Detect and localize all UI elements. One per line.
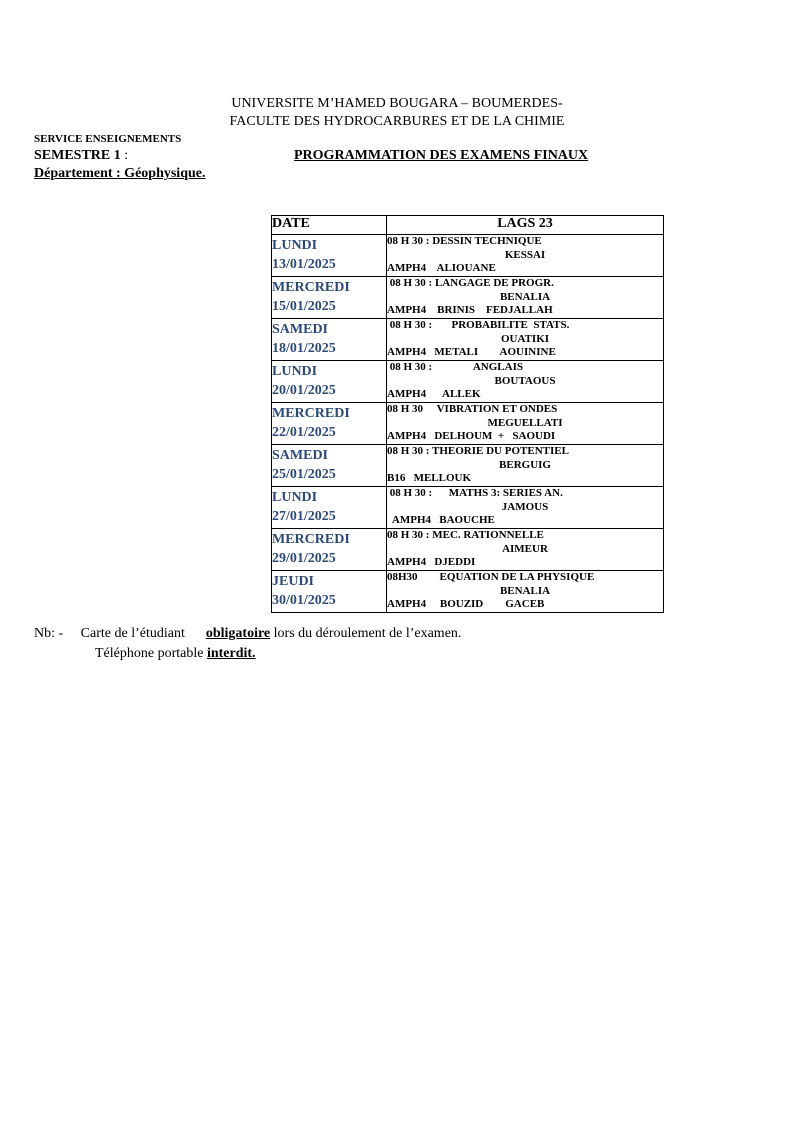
exam-date: 25/01/2025 bbox=[272, 467, 336, 482]
day-name: MERCREDI bbox=[272, 406, 350, 421]
university-name: UNIVERSITE M’HAMED BOUGARA – BOUMERDES- bbox=[231, 96, 563, 111]
date-cell bbox=[272, 487, 387, 529]
column-header-group: LAGS 23 bbox=[387, 216, 664, 235]
exam-cell bbox=[387, 319, 664, 361]
exam-time-subject: 08 H 30 : MEC. RATIONNELLE bbox=[387, 529, 544, 541]
exam-room-supervisors: AMPH4 BRINIS FEDJALLAH bbox=[387, 304, 553, 316]
exam-room-supervisors: AMPH4 METALI AOUININE bbox=[387, 346, 556, 358]
date-cell bbox=[272, 319, 387, 361]
day-name: SAMEDI bbox=[272, 448, 329, 463]
date-cell bbox=[272, 361, 387, 403]
exam-room-supervisors: AMPH4 DELHOUM + SAOUDI bbox=[387, 430, 556, 442]
exam-time-subject: 08 H 30 : DESSIN TECHNIQUE bbox=[387, 235, 542, 247]
table-header-row bbox=[272, 216, 664, 235]
page-title: PROGRAMMATION DES EXAMENS FINAUX bbox=[294, 148, 589, 163]
table-row bbox=[272, 445, 664, 487]
note-suffix: lors du déroulement de l’examen. bbox=[270, 626, 462, 641]
exam-schedule-table bbox=[271, 215, 664, 613]
exam-room-supervisors: AMPH4 ALLEK bbox=[387, 388, 481, 400]
exam-cell bbox=[387, 529, 664, 571]
exam-date: 20/01/2025 bbox=[272, 383, 336, 398]
exam-time-subject: 08 H 30 : THEORIE DU POTENTIEL bbox=[387, 445, 569, 457]
exam-teacher: KESSAI bbox=[504, 248, 546, 261]
exam-teacher: BOUTAOUS bbox=[494, 374, 556, 387]
exam-time-subject: 08 H 30 : MATHS 3: SERIES AN. bbox=[387, 487, 563, 499]
exam-room-supervisors: AMPH4 DJEDDI bbox=[387, 556, 476, 568]
exam-time-subject: 08 H 30 : PROBABILITE STATS. bbox=[387, 319, 570, 331]
exam-cell bbox=[387, 277, 664, 319]
exam-time-subject: 08H30 EQUATION DE LA PHYSIQUE bbox=[387, 571, 595, 583]
table-row bbox=[272, 529, 664, 571]
date-cell bbox=[272, 235, 387, 277]
exam-date: 15/01/2025 bbox=[272, 299, 336, 314]
table-row bbox=[272, 235, 664, 277]
exam-time-subject: 08 H 30 VIBRATION ET ONDES bbox=[387, 403, 558, 415]
table-row bbox=[272, 571, 664, 613]
phone-prefix: Téléphone portable bbox=[95, 646, 207, 661]
day-name: MERCREDI bbox=[272, 532, 350, 547]
exam-teacher: BERGUIG bbox=[499, 458, 551, 471]
day-name: LUNDI bbox=[272, 364, 318, 379]
date-cell bbox=[272, 403, 387, 445]
table-body bbox=[272, 235, 664, 613]
note-prefix: Nb: - Carte de l’étudiant bbox=[34, 626, 206, 641]
exam-date: 27/01/2025 bbox=[272, 509, 336, 524]
exam-teacher: BENALIA bbox=[499, 584, 551, 597]
exam-room-supervisors: AMPH4 ALIOUANE bbox=[387, 262, 496, 274]
table-row bbox=[272, 319, 664, 361]
date-cell bbox=[272, 571, 387, 613]
exam-teacher: BENALIA bbox=[499, 290, 551, 303]
semester-colon: : bbox=[120, 148, 129, 163]
day-name: LUNDI bbox=[272, 490, 318, 505]
note-phone bbox=[95, 646, 256, 662]
exam-date: 18/01/2025 bbox=[272, 341, 336, 356]
department-label: Département : Géophysique. bbox=[34, 166, 206, 181]
exam-room-supervisors: B16 MELLOUK bbox=[387, 472, 472, 484]
phone-forbidden: interdit. bbox=[206, 646, 256, 661]
exam-teacher: OUATIKI bbox=[500, 332, 550, 345]
exam-time-subject: 08 H 30 : LANGAGE DE PROGR. bbox=[387, 277, 554, 289]
date-cell bbox=[272, 445, 387, 487]
exam-cell bbox=[387, 235, 664, 277]
exam-cell bbox=[387, 361, 664, 403]
table-row bbox=[272, 277, 664, 319]
semester-text: SEMESTRE 1 bbox=[34, 148, 121, 163]
semester-label bbox=[34, 148, 128, 164]
date-cell bbox=[272, 277, 387, 319]
date-cell bbox=[272, 529, 387, 571]
day-name: SAMEDI bbox=[272, 322, 329, 337]
exam-cell bbox=[387, 487, 664, 529]
exam-cell bbox=[387, 571, 664, 613]
note-student-card bbox=[34, 626, 461, 642]
column-header-date: DATE bbox=[272, 216, 387, 235]
exam-date: 29/01/2025 bbox=[272, 551, 336, 566]
exam-cell bbox=[387, 445, 664, 487]
exam-date: 22/01/2025 bbox=[272, 425, 336, 440]
day-name: MERCREDI bbox=[272, 280, 350, 295]
exam-date: 13/01/2025 bbox=[272, 257, 336, 272]
day-name: JEUDI bbox=[272, 574, 315, 589]
exam-teacher: AIMEUR bbox=[502, 542, 548, 555]
day-name: LUNDI bbox=[272, 238, 318, 253]
exam-teacher: JAMOUS bbox=[501, 500, 549, 513]
exam-time-subject: 08 H 30 : ANGLAIS bbox=[387, 361, 523, 373]
exam-room-supervisors: AMPH4 BAOUCHE bbox=[387, 514, 495, 526]
exam-date: 30/01/2025 bbox=[272, 593, 336, 608]
table-row bbox=[272, 361, 664, 403]
exam-room-supervisors: AMPH4 BOUZID GACEB bbox=[387, 598, 545, 610]
exam-teacher: MEGUELLATI bbox=[487, 416, 563, 429]
service-label: SERVICE ENSEIGNEMENTS bbox=[34, 133, 182, 145]
note-obligatory: obligatoire bbox=[205, 626, 271, 641]
faculty-name: FACULTE DES HYDROCARBURES ET DE LA CHIMIE bbox=[229, 114, 565, 129]
table-row bbox=[272, 487, 664, 529]
table-row bbox=[272, 403, 664, 445]
exam-cell bbox=[387, 403, 664, 445]
